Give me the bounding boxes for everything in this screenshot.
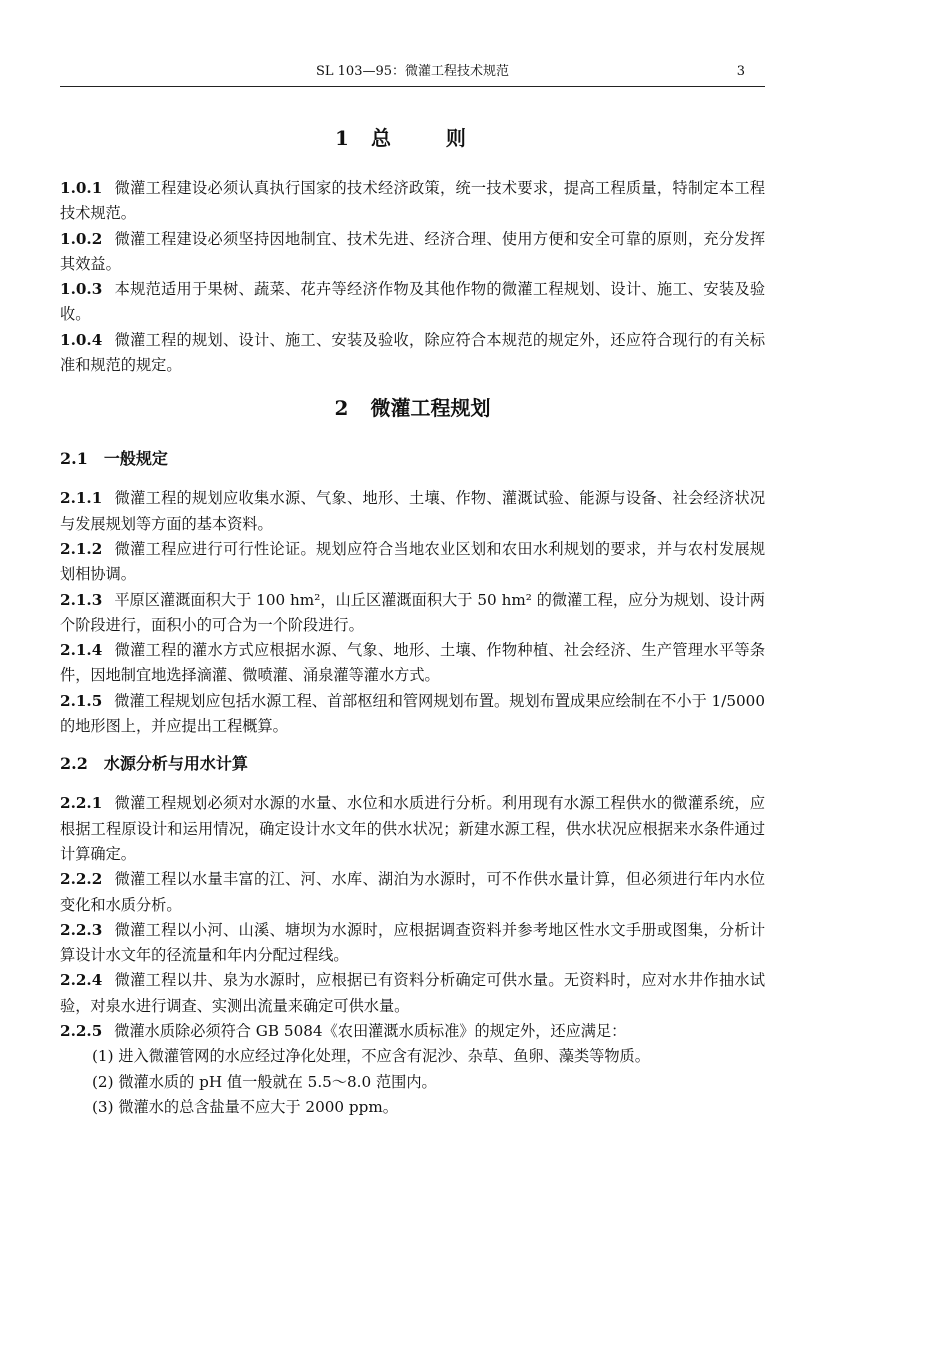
clause-number: 2.2.2 — [60, 870, 103, 889]
header-title: SL 103—95：微灌工程技术规范 — [315, 64, 510, 79]
clause-text: 微灌工程的规划、设计、施工、安装及验收，除应符合本规范的规定外，还应符合现行的有关标准和规范的规定。 — [60, 330, 765, 375]
chapter-number: 1 — [335, 126, 349, 150]
clause-text: 微灌工程应进行可行性论证。规划应符合当地农业区划和农田水利规划的要求，并与农村发展规划相协调。 — [60, 539, 765, 584]
clause-number: 2.1.3 — [60, 590, 103, 609]
clause-number: 1.0.3 — [60, 280, 103, 299]
chapter-1-title — [60, 120, 765, 156]
clause-text: 微灌工程建设必须坚持因地制宜、技术先进、经济合理、使用方便和安全可靠的原则，充分发挥其效益。 — [60, 229, 765, 273]
clause-1-0-2 — [60, 227, 765, 278]
clause-number: 2.2.4 — [60, 971, 103, 990]
section-2-1-title — [60, 444, 765, 474]
clause-2-1-5 — [60, 689, 765, 740]
section-2-2-title — [60, 749, 765, 779]
clause-text: 微灌工程的规划应收集水源、气象、地形、土壤、作物、灌溉试验、能源与设备、社会经济状况与发展规划等方面的基本资料。 — [60, 489, 765, 533]
clause-1-0-1 — [60, 176, 765, 227]
list-item: (2) 微灌水质的 pH 值一般就在 5.5～8.0 范围内。 — [92, 1072, 437, 1091]
chapter-title-text: 总 则 — [370, 126, 490, 150]
clause-text: 微灌工程规划应包括水源工程、首部枢纽和管网规划布置。规划布置成果应绘制在不小于 1/5000 的地形图上，并应提出工程概算。 — [60, 691, 765, 736]
clause-number: 2.2.3 — [60, 920, 103, 939]
clause-2-1-1 — [60, 486, 765, 537]
clause-text: 微灌水质除必须符合 GB 5084《农田灌溉水质标准》的规定外，还应满足： — [114, 1022, 627, 1041]
clause-number: 1.0.4 — [60, 330, 103, 349]
running-header — [60, 62, 765, 87]
clause-number: 2.1.4 — [60, 641, 103, 660]
clause-number: 1.0.2 — [60, 229, 103, 248]
clause-2-2-1 — [60, 791, 765, 867]
clause-1-0-3 — [60, 277, 765, 328]
clause-text: 微灌工程规划必须对水源的水量、水位和水质进行分析。利用现有水源工程供水的微灌系统，应根据工程原设计和运用情况，确定设计水文年的供水状况；新建水源工程，供水状况应根据来水条件通过计算确定。 — [60, 794, 765, 863]
clause-2-2-5 — [60, 1019, 765, 1044]
page-number: 3 — [736, 64, 745, 79]
clause-2-2-3 — [60, 918, 765, 969]
clause-text: 微灌工程的灌水方式应根据水源、气象、地形、土壤、作物种植、社会经济、生产管理水平等条件，因地制宜地选择滴灌、微喷灌、涌泉灌等灌水方式。 — [60, 641, 765, 685]
clause-2-1-4 — [60, 638, 765, 689]
clause-2-2-2 — [60, 867, 765, 918]
list-item: (1) 进入微灌管网的水应经过净化处理，不应含有泥沙、杂草、鱼卵、藻类等物质。 — [92, 1047, 650, 1066]
section-number: 2.1 — [60, 449, 88, 469]
clause-number: 2.2.1 — [60, 794, 103, 813]
chapter-title-text: 微灌工程规划 — [370, 396, 491, 421]
clause-2-2-4 — [60, 968, 765, 1019]
section-title-text: 水源分析与用水计算 — [103, 754, 248, 774]
clause-number: 1.0.1 — [60, 179, 103, 197]
page-content — [60, 120, 765, 1120]
clause-number: 2.1.5 — [60, 691, 103, 710]
clause-text: 平原区灌溉面积大于 100 hm²，山丘区灌溉面积大于 50 hm² 的微灌工程，应分为规划、设计两个阶段进行，面积小的可合为一个阶段进行。 — [60, 590, 765, 634]
clause-number: 2.1.2 — [60, 539, 103, 558]
list-item: (3) 微灌水的总含盐量不应大于 2000 ppm。 — [92, 1097, 398, 1116]
clause-text: 微灌工程以井、泉为水源时，应根据已有资料分析确定可供水量。无资料时，应对水井作抽水试验，对泉水进行调查、实测出流量来确定可供水量。 — [60, 971, 765, 1015]
clause-text: 微灌工程以小河、山溪、塘坝为水源时，应根据调查资料并参考地区性水文手册或图集，分析计算设计水文年的径流量和年内分配过程线。 — [60, 920, 765, 965]
clause-number: 2.2.5 — [60, 1022, 103, 1041]
chapter-2-title — [60, 390, 765, 426]
clause-2-1-3 — [60, 588, 765, 639]
clause-number: 2.1.1 — [60, 489, 103, 508]
section-title-text: 一般规定 — [103, 449, 168, 469]
clause-1-0-4 — [60, 328, 765, 379]
section-number: 2.2 — [60, 754, 88, 774]
clause-text: 微灌工程建设必须认真执行国家的技术经济政策，统一技术要求，提高工程质量，特制定本工程技术规范。 — [60, 179, 765, 223]
chapter-number: 2 — [334, 396, 349, 421]
clause-text: 本规范适用于果树、蔬菜、花卉等经济作物及其他作物的微灌工程规划、设计、施工、安装及验收。 — [60, 280, 765, 324]
clause-2-1-2 — [60, 537, 765, 588]
clause-text: 微灌工程以水量丰富的江、河、水库、湖泊为水源时，可不作供水量计算，但必须进行年内水位变化和水质分析。 — [60, 870, 765, 914]
